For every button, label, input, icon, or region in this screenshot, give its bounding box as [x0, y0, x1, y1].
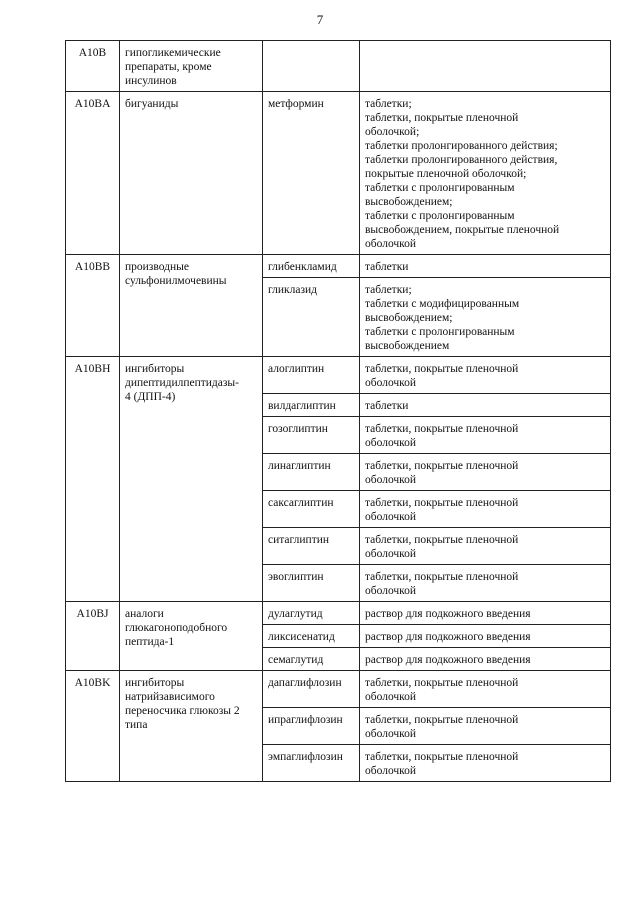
table-row: [66, 255, 611, 278]
dosage-forms-line: оболочкой: [365, 437, 417, 449]
dosage-forms-line: таблетки, покрытые пленочной: [365, 751, 519, 763]
group-name-line: ингибиторы: [125, 363, 185, 375]
atc-code: [66, 671, 120, 782]
group-name: [120, 602, 263, 671]
dosage-forms-line: покрытые пленочной оболочкой;: [365, 168, 527, 180]
table-row: [66, 602, 611, 625]
atc-code: [66, 41, 120, 92]
drug-name-line: вилдаглиптин: [268, 400, 336, 412]
dosage-forms: [360, 255, 611, 278]
drug-name-line: ситаглиптин: [268, 534, 330, 546]
dosage-forms-line: высвобождением;: [365, 196, 453, 208]
group-name: [120, 357, 263, 602]
group-name: [120, 41, 263, 92]
table-body: [66, 41, 611, 782]
drug-name-line: дулаглутид: [268, 608, 323, 620]
dosage-forms-line: таблетки, покрытые пленочной: [365, 677, 519, 689]
table-row: [66, 357, 611, 394]
group-name-line: типа: [125, 719, 148, 731]
group-name-line: сульфонилмочевины: [125, 275, 227, 287]
dosage-forms-line: раствор для подкожного введения: [365, 654, 531, 666]
drug-name-line: ликсисенатид: [268, 631, 335, 643]
dosage-forms-line: таблетки пролонгированного действия,: [365, 154, 558, 166]
atc-code-line: A10B: [78, 47, 107, 59]
dosage-forms: [360, 491, 611, 528]
table-row: [66, 671, 611, 708]
drug-name-line: ипраглифлозин: [268, 714, 343, 726]
drug-name-line: линаглиптин: [268, 460, 331, 472]
drug-name: [263, 454, 360, 491]
dosage-forms-line: высвобождением, покрытые пленочной: [365, 224, 560, 236]
dosage-forms-line: оболочкой: [365, 548, 417, 560]
drug-name: [263, 671, 360, 708]
dosage-forms-line: таблетки, покрытые пленочной: [365, 714, 519, 726]
dosage-forms-line: оболочкой: [365, 474, 417, 486]
dosage-forms: [360, 625, 611, 648]
drug-name: [263, 745, 360, 782]
dosage-forms-line: оболочкой: [365, 691, 417, 703]
drug-name: [263, 708, 360, 745]
dosage-forms: [360, 602, 611, 625]
dosage-forms-line: оболочкой: [365, 238, 417, 250]
dosage-forms-line: таблетки, покрытые пленочной: [365, 571, 519, 583]
group-name-line: переносчика глюкозы 2: [125, 705, 240, 717]
drug-name-line: эвоглиптин: [268, 571, 324, 583]
group-name-line: производные: [125, 261, 189, 273]
dosage-forms: [360, 92, 611, 255]
group-name-line: гипогликемические: [125, 47, 221, 59]
group-name-line: 4 (ДПП-4): [125, 391, 176, 403]
dosage-forms-line: раствор для подкожного введения: [365, 608, 531, 620]
dosage-forms-line: таблетки, покрытые пленочной: [365, 460, 519, 472]
dosage-forms: [360, 278, 611, 357]
dosage-forms-line: таблетки с пролонгированным: [365, 210, 515, 222]
dosage-forms: [360, 417, 611, 454]
dosage-forms: [360, 528, 611, 565]
dosage-forms: [360, 745, 611, 782]
dosage-forms-line: таблетки, покрытые пленочной: [365, 363, 519, 375]
group-name: [120, 255, 263, 357]
atc-code: [66, 255, 120, 357]
drug-name: [263, 565, 360, 602]
dosage-forms-line: оболочкой: [365, 765, 417, 777]
group-name-line: инсулинов: [125, 75, 177, 87]
group-name-line: препараты, кроме: [125, 61, 212, 73]
dosage-forms: [360, 394, 611, 417]
atc-code-line: A10BK: [74, 677, 111, 689]
dosage-forms-line: оболочкой: [365, 728, 417, 740]
dosage-forms-line: таблетки, покрытые пленочной: [365, 112, 519, 124]
atc-code-line: A10BA: [74, 98, 111, 110]
drug-name: [263, 92, 360, 255]
group-name-line: ингибиторы: [125, 677, 185, 689]
drug-name: [263, 278, 360, 357]
dosage-forms: [360, 41, 611, 92]
dosage-forms-line: таблетки: [365, 400, 409, 412]
drug-name: [263, 625, 360, 648]
group-name-line: глюкагоноподобного: [125, 622, 228, 634]
drug-name: [263, 255, 360, 278]
group-name-line: натрийзависимого: [125, 691, 215, 703]
drug-name-line: алоглиптин: [268, 363, 325, 375]
table-row: [66, 92, 611, 255]
drug-name: [263, 394, 360, 417]
dosage-forms-line: таблетки, покрытые пленочной: [365, 423, 519, 435]
dosage-forms: [360, 357, 611, 394]
dosage-forms-line: таблетки, покрытые пленочной: [365, 497, 519, 509]
dosage-forms: [360, 454, 611, 491]
dosage-forms: [360, 671, 611, 708]
dosage-forms: [360, 565, 611, 602]
dosage-forms-line: таблетки: [365, 261, 409, 273]
drug-name: [263, 417, 360, 454]
dosage-forms-line: раствор для подкожного введения: [365, 631, 531, 643]
drug-name-line: глибенкламид: [268, 261, 337, 273]
drug-name-line: дапаглифлозин: [268, 677, 342, 689]
group-name-line: пептида-1: [125, 636, 175, 648]
group-name: [120, 671, 263, 782]
drug-classification-table: [65, 40, 611, 782]
table-row: [66, 41, 611, 92]
atc-code: [66, 92, 120, 255]
dosage-forms-line: оболочкой: [365, 377, 417, 389]
dosage-forms-line: таблетки пролонгированного действия;: [365, 140, 558, 152]
group-name-line: аналоги: [125, 608, 164, 620]
drug-name: [263, 528, 360, 565]
dosage-forms-line: таблетки с пролонгированным: [365, 182, 515, 194]
atc-code: [66, 357, 120, 602]
page-number: 7: [316, 12, 324, 27]
dosage-forms-line: оболочкой;: [365, 126, 420, 138]
dosage-forms-line: оболочкой: [365, 585, 417, 597]
drug-name: [263, 41, 360, 92]
dosage-forms-line: оболочкой: [365, 511, 417, 523]
drug-name: [263, 491, 360, 528]
atc-code-line: A10BJ: [76, 608, 109, 620]
atc-code-line: A10BH: [74, 363, 111, 375]
dosage-forms: [360, 708, 611, 745]
drug-name: [263, 648, 360, 671]
drug-name-line: саксаглиптин: [268, 497, 334, 509]
group-name: [120, 92, 263, 255]
dosage-forms-line: высвобождением: [365, 340, 450, 352]
dosage-forms: [360, 648, 611, 671]
dosage-forms-line: таблетки с модифицированным: [365, 298, 520, 310]
drug-name: [263, 357, 360, 394]
dosage-forms-line: таблетки;: [365, 284, 412, 296]
dosage-forms-line: высвобождением;: [365, 312, 453, 324]
group-name-line: бигуаниды: [125, 98, 179, 110]
drug-name-line: гликлазид: [268, 284, 318, 296]
atc-code: [66, 602, 120, 671]
drug-name-line: метформин: [268, 98, 324, 110]
group-name-line: дипептидилпептидазы-: [125, 377, 239, 389]
dosage-forms-line: таблетки, покрытые пленочной: [365, 534, 519, 546]
dosage-forms-line: таблетки с пролонгированным: [365, 326, 515, 338]
dosage-forms-line: таблетки;: [365, 98, 412, 110]
drug-name-line: эмпаглифлозин: [268, 751, 343, 763]
atc-code-line: A10BB: [74, 261, 111, 273]
drug-name: [263, 602, 360, 625]
drug-name-line: семаглутид: [268, 654, 324, 666]
drug-name-line: гозоглиптин: [268, 423, 328, 435]
